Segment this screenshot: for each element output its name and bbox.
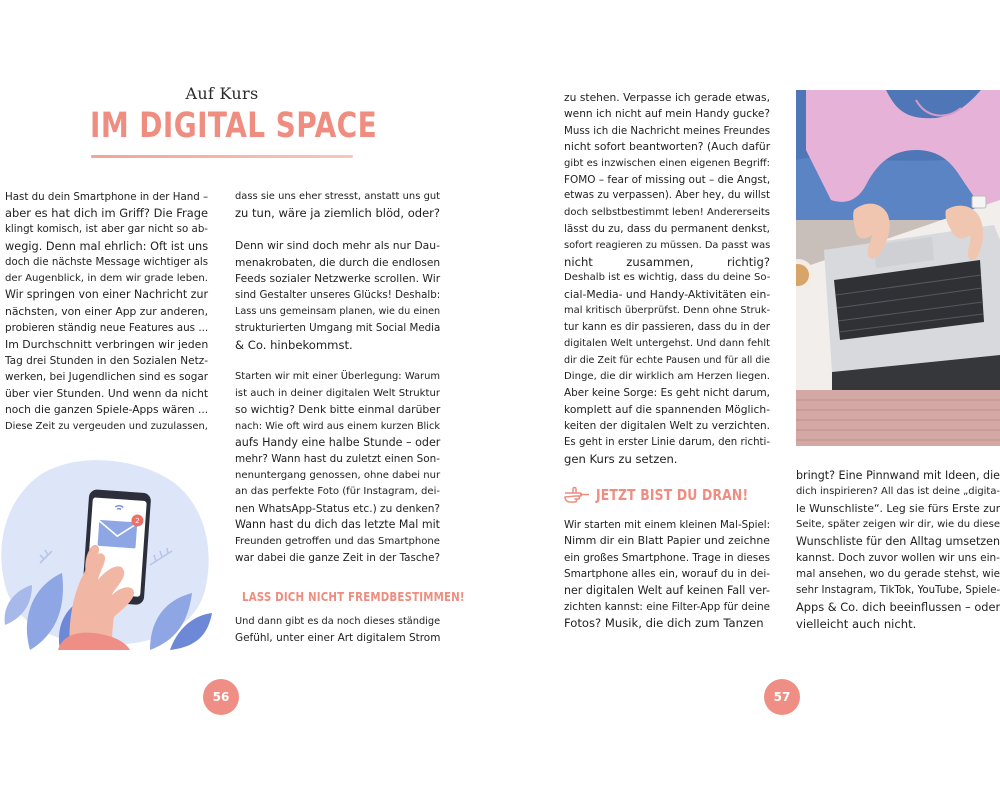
text-line: gen Kurs zu setzen.: [564, 451, 678, 466]
text-line: bringt? Eine Pinnwand mit Ideen, die: [796, 469, 1000, 482]
text-line: cial-Media- und Handy-Aktivitäten ein-: [564, 287, 771, 301]
text-line: strukturierten Umgang mit Social Media: [235, 322, 441, 335]
text-line: Muss ich die Nachricht meines Freundes: [564, 124, 771, 137]
text-line: Tag drei Stunden in den Sozialen Netz-: [5, 355, 208, 368]
text-line: probieren ständig neue Features aus ...: [5, 322, 209, 335]
text-line: über vier Stunden. Und wenn da nicht: [5, 386, 208, 400]
text-line: Diese Zeit zu vergeuden und zuzulassen,: [5, 420, 208, 432]
paragraph: [235, 614, 440, 647]
text-line: mal ansehen, wo du gerade stehst, wie: [796, 568, 1000, 581]
text-line: Und dann gibt es da noch dieses ständige: [235, 616, 441, 627]
text-line: Starten wir mit einer Überlegung: Warum: [235, 371, 440, 383]
text-line: nicht zusammen, richtig?: [564, 255, 770, 270]
knit-blanket: [796, 390, 1000, 446]
laptop-photo: [796, 90, 1000, 446]
text-line: nach: Wie oft wird aus einem kurzen Blick: [235, 420, 440, 432]
text-line: an das perfekte Foto (für Instagram, dei-: [235, 486, 441, 498]
text-line: dich inspirieren? All das ist deine „digita-: [796, 486, 1000, 498]
text-line: menakrobaten, die durch die endlosen: [235, 255, 441, 269]
text-line: dass sie uns eher stresst, anstatt uns gut: [235, 191, 440, 202]
text-line: dir die Zeit für echte Pausen und für all die: [564, 354, 770, 366]
text-line: aufs Handy eine halbe Stunde – oder: [235, 436, 441, 450]
text-line: zu stehen. Verpasse ich gerade etwas,: [564, 91, 770, 104]
text-line: Im Durchschnitt verbringen wir jeden: [5, 337, 209, 351]
text-line: mehr? Wann hast du zuletzt einen Son-: [235, 453, 440, 466]
text-line: lässt du zu, dass du permanent denkst,: [564, 223, 770, 236]
text-line: Nimm dir ein Blatt Papier und zeichne: [564, 534, 770, 548]
paragraph: [796, 468, 1000, 632]
text-line: noch die ganzen Spiele-Apps wären ...: [5, 403, 209, 417]
text-column-2-end: [235, 614, 440, 647]
text-line: doch die nächste Message wichtiger als: [5, 256, 208, 268]
text-line: Wir springen von einer Nachricht zur: [5, 288, 209, 302]
text-line: ist auch in deiner digitalen Welt Struktur: [235, 387, 440, 399]
text-line: kannst. Doch zuvor wollen wir uns ein-: [796, 552, 1000, 565]
text-column-3-end: [564, 517, 770, 632]
hand-pointing-icon: [564, 486, 590, 504]
paragraph: [564, 90, 770, 467]
text-column-1: [5, 189, 208, 435]
text-line: nicht sofort beantworten? (Auch dafür: [564, 140, 771, 154]
text-line: Gefühl, unter einer Art digitalem Strom: [235, 632, 441, 645]
text-line: war dabei die ganze Zeit in der Tasche?: [235, 551, 440, 564]
text-line: nenuntergang genossen, ohne dabei nur: [235, 469, 441, 481]
text-line: Freunden getroffen und das Smartphone: [235, 535, 440, 547]
text-line: sehr Instagram, TikTok, YouTube, Spiele-: [796, 584, 1000, 596]
headline-underline: [91, 155, 353, 158]
text-line: digitalen Welt untergehst. Und dann fehlt: [564, 338, 771, 350]
text-line: Feeds sozialer Netzwerke scrollen. Wir: [235, 272, 441, 286]
subheading-fremdbestimmen: LASS DICH NICHT FREMDBESTIMMEN!: [242, 589, 465, 604]
text-column-3: [564, 90, 770, 467]
kicker-text: Auf Kurs: [185, 84, 259, 103]
subheading-text: JETZT BIST DU DRAN!: [596, 486, 749, 504]
text-column-4: [796, 468, 1000, 632]
page-number-right: 57: [764, 679, 800, 715]
text-column-2: [235, 189, 440, 566]
text-line: vielleicht auch nicht.: [796, 616, 917, 631]
text-line: wegig. Denn mal ehrlich: Oft ist uns: [5, 239, 209, 254]
text-line: Seite, später zeigen wir dir, wie du diese: [796, 519, 1000, 531]
paragraph: [235, 238, 440, 353]
text-line: Apps & Co. dich beeinflussen – oder: [796, 600, 1000, 615]
text-line: Wunschliste für den Alltag umsetzen: [796, 534, 1000, 548]
hand-phone-illustration: [0, 455, 215, 650]
page-number-left: 56: [203, 679, 239, 715]
text-line: nen WhatsApp-Status etc.) zu denken?: [235, 502, 440, 515]
text-line: & Co. hinbekommst.: [235, 337, 353, 352]
text-line: zichten kannst: eine Filter-App für deine: [564, 601, 770, 614]
text-line: so wichtig? Denk bitte einmal darüber: [235, 403, 441, 417]
text-line: Smartphone alles ein, worauf du in dei-: [564, 568, 770, 581]
text-line: Aber keine Sorge: Es geht nicht darum,: [564, 387, 770, 400]
text-line: etwas zu verpassen). Aber hey, du willst: [564, 190, 770, 202]
text-line: keiten der digitalen Welt zu verzichten.: [564, 420, 770, 433]
text-line: Dinge, die dir wirklich am Herzen liegen.: [564, 370, 770, 382]
notification-count: 2: [134, 516, 140, 526]
paragraph: [235, 369, 440, 566]
text-line: ner digitalen Welt auf keinen Fall ver-: [564, 583, 770, 597]
page-headline: IM DIGITAL SPACE: [90, 106, 378, 146]
subheading-jetzt-bist-du-dran: [564, 486, 786, 504]
text-line: Wann hast du dich das letzte Mal mit: [235, 518, 440, 532]
paragraph: [235, 189, 440, 222]
text-line: gibt es inzwischen einen eigenen Begriff:: [564, 157, 770, 169]
text-line: komplett auf die spannenden Möglich-: [564, 402, 770, 416]
text-line: FOMO – fear of missing out – die Angst,: [564, 174, 771, 187]
text-line: tur kann es dir passieren, dass du in der: [564, 321, 770, 333]
text-line: Es geht in erster Linie darum, den richti-: [564, 436, 770, 448]
paragraph: [564, 517, 770, 632]
text-line: klingt komisch, ist aber gar nicht so ab-: [5, 223, 208, 235]
text-line: sofort reagieren zu müssen. Da passt was: [564, 239, 771, 251]
text-line: Deshalb ist es wichtig, dass du deine So-: [564, 272, 771, 284]
text-line: nächsten, von einer App zur anderen,: [5, 304, 208, 318]
text-line: ein großes Smartphone. Trage in dieses: [564, 551, 770, 564]
text-line: Fotos? Musik, die dich zum Tanzen: [564, 616, 764, 631]
text-line: aber es hat dich im Griff? Die Frage: [5, 206, 208, 221]
text-line: zu tun, wäre ja ziemlich blöd, oder?: [235, 206, 441, 221]
paragraph-intro: [5, 189, 208, 435]
text-line: werken, bei Jugendlichen sind es sogar: [5, 371, 208, 384]
text-line: Denn wir sind doch mehr als nur Dau-: [235, 239, 440, 253]
text-line: doch selbstbestimmt leben! Andererseits: [564, 206, 770, 218]
text-line: Lass uns gemeinsam planen, wie du einen: [235, 305, 441, 317]
text-line: Wir starten mit einem kleinen Mal-Spiel:: [564, 519, 771, 531]
text-line: Hast du dein Smartphone in der Hand –: [5, 191, 209, 203]
text-line: mal kritisch überprüfst. Denn ohne Struk-: [564, 305, 771, 317]
text-line: le Wunschliste“. Leg sie fürs Erste zur: [796, 501, 1000, 515]
text-line: der Augenblick, in dem wir grade leben.: [5, 273, 208, 285]
text-line: sind Gestalter unseres Glücks! Deshalb:: [235, 289, 441, 302]
text-line: wenn ich nicht auf mein Handy gucke?: [564, 107, 770, 121]
